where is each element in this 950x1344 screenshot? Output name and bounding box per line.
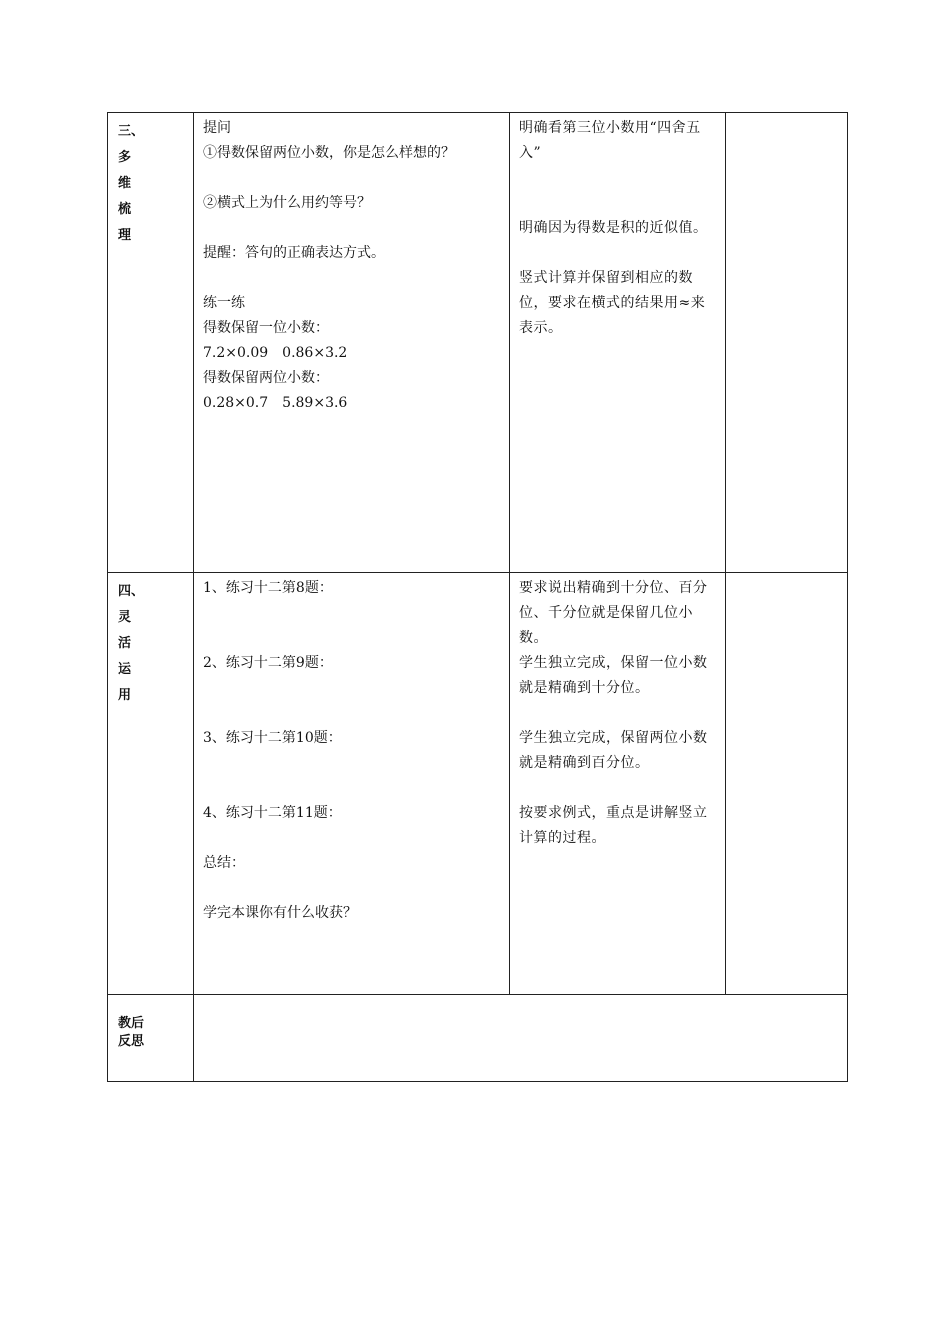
section-label bbox=[108, 573, 193, 709]
blank-line bbox=[203, 601, 501, 626]
student-activity-cell bbox=[510, 573, 726, 995]
section-char: 四、 bbox=[118, 584, 145, 599]
blank-line bbox=[519, 701, 717, 726]
text-line: 提醒：答句的正确表达方式。 bbox=[203, 245, 385, 261]
section-char: 理 bbox=[118, 228, 132, 243]
row-reflection bbox=[108, 995, 848, 1082]
section-char: 多 bbox=[118, 150, 132, 165]
text-line: 得数保留一位小数： bbox=[203, 320, 329, 336]
blank-line bbox=[519, 166, 717, 191]
blank-line bbox=[203, 701, 501, 726]
row-section-3 bbox=[108, 113, 848, 573]
text-line: 7.2×0.09 0.86×3.2 bbox=[203, 345, 348, 361]
text-line: 得数保留两位小数： bbox=[203, 370, 329, 386]
text-line: 4、练习十二第11题： bbox=[203, 805, 342, 821]
text-line: 要求说出精确到十分位、百分位、千分位就是保留几位小数。 bbox=[519, 580, 708, 646]
teacher-activity-cell bbox=[194, 573, 510, 995]
text-line: 练一练 bbox=[203, 295, 245, 311]
notes-cell bbox=[726, 573, 848, 995]
text-line: 3、练习十二第10题： bbox=[203, 730, 342, 746]
section-char: 梳 bbox=[118, 202, 132, 217]
text-line: ①得数保留两位小数，你是怎么样想的？ bbox=[203, 145, 455, 161]
text-line: ②横式上为什么用约等号？ bbox=[203, 195, 371, 211]
lesson-plan-table bbox=[107, 112, 848, 1082]
blank-line bbox=[203, 676, 501, 701]
section-char: 运 bbox=[118, 662, 132, 677]
section-cell bbox=[108, 573, 194, 995]
reflection-content-cell[interactable] bbox=[194, 995, 848, 1082]
text-line: 明确因为得数是积的近似值。 bbox=[519, 220, 708, 236]
blank-line bbox=[519, 241, 717, 266]
section-char: 用 bbox=[118, 688, 132, 703]
text-line: 提问 bbox=[203, 120, 231, 136]
text-line: 0.28×0.7 5.89×3.6 bbox=[203, 395, 348, 411]
student-activity-cell bbox=[510, 113, 726, 573]
blank-line bbox=[203, 216, 501, 241]
row-section-4 bbox=[108, 573, 848, 995]
blank-line bbox=[203, 751, 501, 776]
text-line: 1、练习十二第8题： bbox=[203, 580, 333, 596]
reflection-label: 教后 bbox=[118, 1016, 145, 1031]
section-char: 三、 bbox=[118, 124, 145, 139]
blank-line bbox=[203, 166, 501, 191]
blank-line bbox=[203, 876, 501, 901]
text-line: 2、练习十二第9题： bbox=[203, 655, 333, 671]
blank-line bbox=[203, 626, 501, 651]
reflection-label: 反思 bbox=[118, 1034, 145, 1049]
section-label bbox=[108, 113, 193, 249]
text-line: 学生独立完成，保留一位小数就是精确到十分位。 bbox=[519, 655, 708, 696]
blank-line bbox=[203, 776, 501, 801]
text-line: 总结： bbox=[203, 855, 245, 871]
blank-line bbox=[519, 191, 717, 216]
section-char: 活 bbox=[118, 636, 132, 651]
text-line: 明确看第三位小数用“四舍五入” bbox=[519, 120, 701, 161]
text-line: 学生独立完成，保留两位小数就是精确到百分位。 bbox=[519, 730, 708, 771]
text-line: 按要求例式，重点是讲解竖立计算的过程。 bbox=[519, 805, 708, 846]
section-char: 灵 bbox=[118, 610, 132, 625]
section-cell bbox=[108, 113, 194, 573]
teacher-activity-cell bbox=[194, 113, 510, 573]
reflection-label-cell bbox=[108, 995, 194, 1082]
blank-line bbox=[519, 776, 717, 801]
text-line: 竖式计算并保留到相应的数位，要求在横式的结果用≈来表示。 bbox=[519, 270, 706, 336]
notes-cell bbox=[726, 113, 848, 573]
text-line: 学完本课你有什么收获？ bbox=[203, 905, 357, 921]
section-char: 维 bbox=[118, 176, 132, 191]
blank-line bbox=[203, 266, 501, 291]
blank-line bbox=[203, 826, 501, 851]
